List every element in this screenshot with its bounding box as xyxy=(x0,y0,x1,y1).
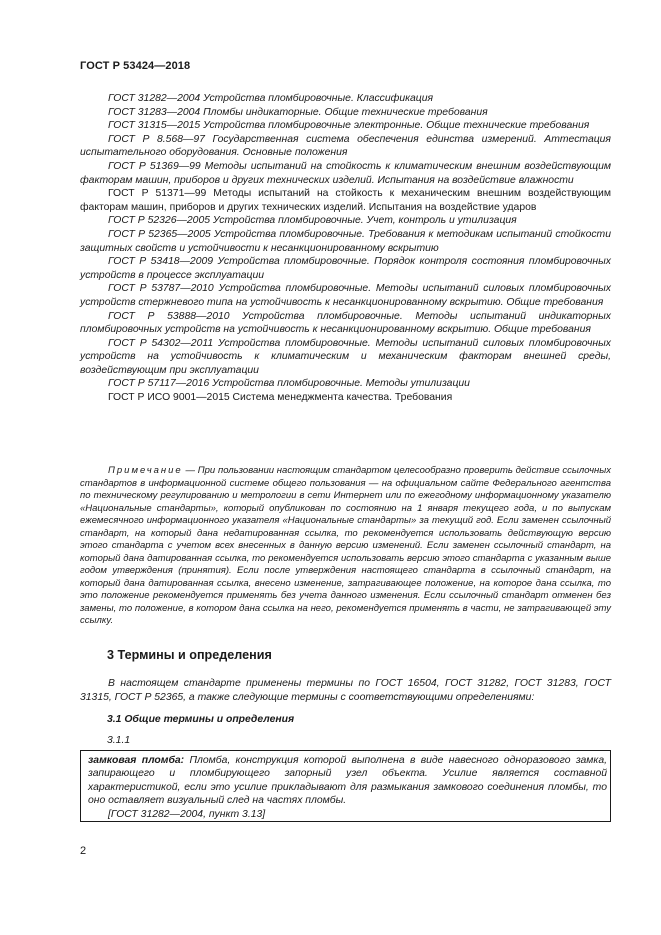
reference-item: ГОСТ Р 51371—99 Методы испытаний на стойкость к механическим внешним воздействующим факторам машин, приборов и других технических изделий. Испытания на воздействие ударов xyxy=(80,188,611,213)
term-definition-box xyxy=(80,750,611,822)
term-definition xyxy=(88,754,607,808)
reference-item: ГОСТ Р 52326—2005 Устройства пломбировочные. Учет, контроль и утилизация xyxy=(108,215,517,227)
note-label: Примечание xyxy=(108,465,183,476)
reference-item: ГОСТ Р 53787—2010 Устройства пломбировочные. Методы испытаний силовых пломбировочных устройств стержневого типа на устойчивость к несанкционированному вскрытию. Общие требования xyxy=(80,283,611,308)
reference-item: ГОСТ Р 52365—2005 Устройства пломбировочные. Требования к методикам испытаний стойкости защитных свойств и устойчивости к несанкционированному вскрытию xyxy=(80,228,611,254)
term-number: 3.1.1 xyxy=(107,735,131,746)
reference-item: ГОСТ 31283—2004 Пломбы индикаторные. Общие технические требования xyxy=(108,106,488,118)
term-name: замковая пломба: xyxy=(88,755,185,766)
term-source: [ГОСТ 31282—2004, пункт 3.13] xyxy=(108,808,266,820)
reference-item: ГОСТ Р 51369—99 Методы испытаний на стойкость к климатическим внешним воздействующим факторам машин, приборов и других технических изделий. Испытания на воздействие влажности xyxy=(80,160,611,186)
term-definition-text: Пломба, конструкция которой выполнена в виде навесного одноразового замка, запирающего и пломбирующего запорный узел объекта. Усилие является составной характеристикой, если это усилие прикладывают для размыкания замкового соединения пломбы, то оно оставляет визуальный след на частях пломбы. xyxy=(88,755,608,807)
note-text: — При пользовании настоящим стандартом целесообразно проверить действие ссылочных стандартов в информационной системе общего пользования — на официальном сайте Федерального агентства по техническому регулированию и метрологии в сети Интернет или по ежегодному информационному указателю «Национальные стандарты», который опубликован по состоянию на 1 января текущего года, и по выпускам ежемесячного информационного указателя «Национальные стандарты» за текущий год. Если заменен ссылочный стандарт, на который дана недатированная ссылка, то рекомендуется использовать действующую версию этого стандарта с учетом всех внесенных в данную версию изменений. Если заменен ссылочный стандарт, на который дана датированная ссылка, то рекомендуется использовать версию этого стандарта с указанным выше годом утверждения (принятия). Если после утверждения настоящего стандарта в ссылочный стандарт, на который дана датированная ссылка, внесено изменение, затрагивающее положение, на которое дана ссылка, то это положение рекомендуется применять без учета данного изменения. Если ссылочный стандарт отменен без замены, то положение, в котором дана ссылка на него, рекомендуется применять в части, не затрагивающей эту ссылку. xyxy=(80,465,611,626)
reference-item: ГОСТ Р 54302—2011 Устройства пломбировочные. Методы испытаний силовых пломбировочных устройств на устойчивость к климатическим и механическим факторам внешней среды, воздействующим при эксплуатации xyxy=(80,337,611,376)
reference-item: ГОСТ 31315—2015 Устройства пломбировочные электронные. Общие технические требования xyxy=(108,120,590,132)
reference-item: ГОСТ Р ИСО 9001—2015 Система менеджмента качества. Требования xyxy=(108,392,453,404)
reference-item: ГОСТ Р 53418—2009 Устройства пломбировочные. Порядок контроля состояния пломбировочных устройств в процессе эксплуатации xyxy=(80,256,611,281)
reference-item: ГОСТ Р 53888—2010 Устройства пломбировочные. Методы испытаний индикаторных пломбировочных устройств на устойчивость к несанкционированному вскрытию. Общие требования xyxy=(80,310,611,336)
normative-references-list xyxy=(80,92,611,405)
section-intro: В настоящем стандарте применены термины по ГОСТ 16504, ГОСТ 31282, ГОСТ 31283, ГОСТ 31315, ГОСТ Р 52365, а также следующие термины с соответствующими определениями: xyxy=(80,678,611,703)
subsection-title: 3.1 Общие термины и определения xyxy=(107,714,295,725)
reference-item: ГОСТ Р 57117—2016 Устройства пломбировочные. Методы утилизации xyxy=(108,378,470,390)
document-header-id: ГОСТ Р 53424—2018 xyxy=(80,60,191,72)
section-title: 3 Термины и определения xyxy=(107,648,272,662)
page-number: 2 xyxy=(80,845,87,857)
note-paragraph xyxy=(80,465,611,628)
reference-item: ГОСТ Р 8.568—97 Государственная система обеспечения единства измерений. Аттестация испытательного оборудования. Основные положения xyxy=(80,133,611,159)
reference-item: ГОСТ 31282—2004 Устройства пломбировочные. Классификация xyxy=(108,93,434,104)
